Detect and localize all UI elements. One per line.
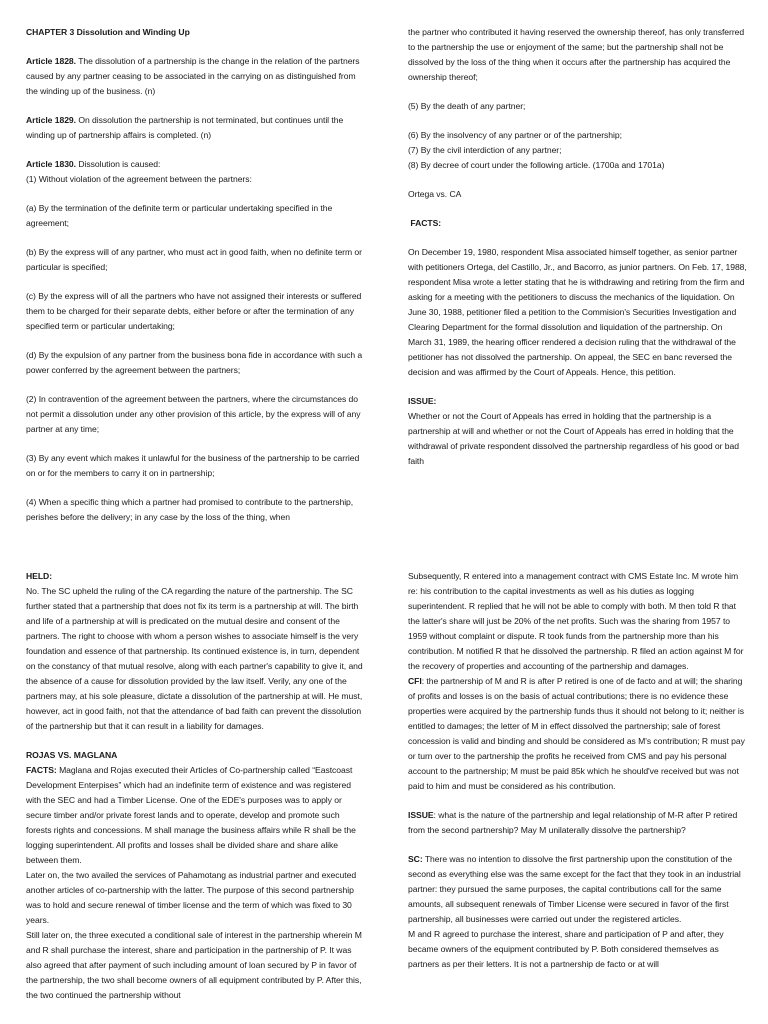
article-1828 [26,54,366,99]
list-item-1: (1) Without violation of the agreement between the partners: [26,174,252,184]
list-item-4: (4) When a specific thing which a partner had promised to contribute to the partnership, perishes before the delivery; in any case by the loss of the thing, when [26,497,354,522]
article-1830 [26,157,366,172]
rojas-facts-p3: Still later on, the three executed a conditional sale of interest in the partnership wherein M and R shall purchase the interest, share and participation in the partnership of P. It was also agreed that after payment of such including amount of loan secured by P in favor of the partnership, the two shall become owners of all equipment contributed by P. After this, the two continued the partnership without [26,930,362,1000]
article-1830-text: Dissolution is caused: [78,159,161,169]
list-item-3: (3) By any event which makes it unlawful for the business of the partnership to be carried on or for the members to carry it on in partnership; [26,453,360,478]
top-left-column [26,25,366,539]
case-title-rojas: ROJAS VS. MAGLANA [26,750,118,760]
list-item-5: (5) By the death of any partner; [408,101,526,111]
list-item-c: (c) By the express will of all the partners who have not assigned their interests or suffered them to be charged for their separate debts, either before or after the termination of any specified term or particular undertaking; [26,291,362,331]
cfi-text: : the partnership of M and R is after P retired is one of de facto and at will; the sharing of profits and losses is on the basis of actual contributions; there is no evidence these properties were acquired by the partnership funds thus it should not belong to it; neither is entitled to damages; the letter of M in effect dissolved the partnership; sale of forest concession is valid and binding and should be considered as M's contribution; R must pay or turn over to the partnership the profits he received from CMS and pay his personal account to the partnership; M must be paid 85k which he should've received but was not paid to him and must be considered as his contribution. [408,676,745,791]
sc-paragraph [408,852,748,927]
sc-label: SC: [408,854,423,864]
issue2-label: ISSUE [408,810,434,820]
facts-heading: FACTS: [410,218,442,228]
chapter-title: CHAPTER 3 Dissolution and Winding Up [26,27,190,37]
list-item-d: (d) By the expulsion of any partner from the business bona fide in accordance with such a power conferred by the agreement between the partners; [26,350,363,375]
held-heading: HELD: [26,571,53,581]
cfi-label: CFI [408,676,422,686]
held-text: No. The SC upheld the ruling of the CA regarding the nature of the partnership. The SC further stated that a partnership that does not fix its term is a partnership at will. The birth and life of a partnership at will is predicated on the mutual desire and consent of the partners. The right to choose with whom a person wishes to associate himself is the very foundation and essence of that partnership. Its continued existence is, in turn, dependent on the constancy of that mutual resolve, along with each partner's capability to give it, and the absence of a cause for dissolution provided by the law itself. Verily, any one of the partners may, at his sole pleasure, dictate a dissolution of the partnership at will. He must, however, act in good faith, not that the attendance of bad faith can prevent the dissolution of the partnership but that it can result in a liability for damages. [26,586,363,731]
issue2-paragraph [408,808,748,838]
list-item-6: (6) By the insolvency of any partner or of the partnership; [408,130,622,140]
issue-heading: ISSUE: [408,396,437,406]
issue-text: Whether or not the Court of Appeals has erred in holding that the partnership is a partnership at will and whether or not the Court of Appeals has erred in holding that the withdrawal of private respondent dissolved the partnership regardless of his good or bad faith [408,411,739,466]
list-item-4-continued: the partner who contributed it having reserved the ownership thereof, has only transferred to the partnership the use or enjoyment of the same; but the partnership shall not be dissolved by the loss of the thing when it occurs after the partnership has acquired the ownership thereof; [408,27,745,82]
sc-paragraph-2: M and R agreed to purchase the interest, share and participation of P and after, they became owners of the equipment contributed by P. Both considered themselves as partners as per their letters. It is not a partnership de facto or at will [408,929,724,969]
article-1830-label: Article 1830. [26,159,76,169]
list-item-a: (a) By the termination of the definite term or particular undertaking specified in the agreement; [26,203,333,228]
rojas-facts-label: FACTS: [26,765,57,775]
case-title-ortega: Ortega vs. CA [408,189,462,199]
issue2-text: : what is the nature of the partnership and legal relationship of M-R after P retired from the second partnership? May M unilaterally dissolve the partnership? [408,810,738,835]
article-1829-text: On dissolution the partnership is not terminated, but continues until the winding up of partnership affairs is completed. (n) [26,115,344,140]
sc-text: There was no intention to dissolve the first partnership upon the constitution of the second as everything else was the same except for the fact that they took in an industrial partner: they pursued the same purposes, the capital contributions call for the same amounts, all subsequent renewals of Timber License were secured in favor of the first partnership, all businesses were carried out under the registered articles. [408,854,741,924]
rojas-facts [26,763,366,868]
article-1829-label: Article 1829. [26,115,76,125]
list-item-2: (2) In contravention of the agreement between the partners, where the circumstances do not permit a dissolution under any other provision of this article, by the express will of any partner at any time; [26,394,361,434]
list-item-b: (b) By the express will of any partner, who must act in good faith, when no definite term or particular is specified; [26,247,362,272]
bottom-left-column [26,569,366,1003]
top-right-column [408,25,748,483]
list-item-7: (7) By the civil interdiction of any partner; [408,145,562,155]
bottom-right-column [408,569,748,972]
subsequently-text: Subsequently, R entered into a management contract with CMS Estate Inc. M wrote him re: his contribution to the capital investments as well as his duties as logging superintendent. R replied that he will not be able to comply with both. M then told R that the latter's share will just be 20% of the net profits. Such was the sharing from 1957 to 1959 without complaint or dispute. R took funds from the partnership more than his contribution. M notified R that he dissolved the partnership. R filed an action against M for the recovery of properties and accounting of the partnership and damages. [408,571,744,671]
article-1828-label: Article 1828. [26,56,76,66]
rojas-facts-p2: Later on, the two availed the services of Pahamotang as industrial partner and executed another articles of co-partnership with the latter. The purpose of this second partnership was to hold and secure renewal of timber license and the term of which was fixed to 30 years. [26,870,357,925]
facts-text: On December 19, 1980, respondent Misa associated himself together, as senior partner with petitioners Ortega, del Castillo, Jr., and Bacorro, as junior partners. On Feb. 17, 1988, respondent Misa wrote a letter stating that he is withdrawing and retiring from the firm and asking for a meeting with the petitioners to discuss the mechanics of the liquidation. On June 30, 1988, petitioner filed a petition to the Commision's Securities Investigation and Clearing Department for the formal dissolution and liquidation of the partnership. On March 31, 1989, the hearing officer rendered a decision ruling that the withdrawal of the petitioner has not dissolved the partnership. On appeal, the SEC en banc reversed the decision and was affirmed by the Court of Appeals. Hence, this petition. [408,247,747,377]
list-item-8: (8) By decree of court under the following article. (1700a and 1701a) [408,160,665,170]
rojas-facts-text: Maglana and Rojas executed their Articles of Co-partnership called “Eastcoast Development Enterpises” which had an indefinite term of existence and was registered with the SEC and had a Timber License. One of the EDE's purposes was to apply or secure timber and/or private forest lands and to operate, develop and promote such forests rights and concessions. M shall manage the business affairs while R shall be the logging superintendent. All profits and losses shall be divided share and share alike between them. [26,765,356,865]
article-1829 [26,113,366,143]
cfi-paragraph [408,674,748,794]
article-1828-text: The dissolution of a partnership is the change in the relation of the partners caused by any partner ceasing to be associated in the carrying on as distinguished from the winding up of the business. (n) [26,56,360,96]
